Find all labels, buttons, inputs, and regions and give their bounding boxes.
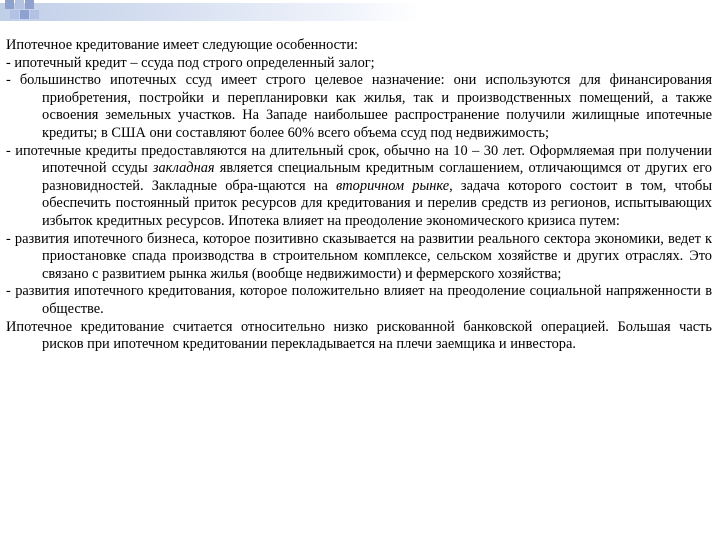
decor-square — [10, 10, 19, 19]
bullet-mortgage-business: - развития ипотечного бизнеса, которое позитивно сказывается на развитии реального сектора экономики, ведет к приостановке спада производства в строительном комплексе, сельском хозяйстве и других отраслях. Это связано с развитием рынка жилья (вообще недвижимости) и фермерского хозяйства; — [6, 230, 712, 282]
bullet-purpose: - большинство ипотечных ссуд имеет строго целевое назначение: они используются для финансирования приобретения, постройки и перепланировки как жилья, так и производственных помещений, а также освоения земельных участков. На Западе наибольшее распространение получили жилищные ипотечные кредиты; в США они составляют более 60% всего объема ссуд под недвижимость; — [6, 72, 712, 141]
decor-square — [30, 10, 39, 19]
long-term-text-end: , задача которого состоит в том, чтобы обеспечить постоянный приток ресурсов для кредитования и перелив средств из регионов, испытывающих избыток кредитных ресурсов. Ипотека влияет на преодоление экономического кризиса путем: — [42, 177, 713, 229]
bullet-long-term — [6, 143, 712, 231]
bullet-mortgage-lending: - развития ипотечного кредитования, которое положительно влияет на преодоление социальной напряженности в обществе. — [6, 283, 712, 317]
decor-square — [5, 0, 14, 9]
slide-body-text — [6, 37, 712, 354]
decorative-header-band — [0, 0, 420, 28]
term-secondary-market: вторичном рынке — [336, 177, 450, 194]
conclusion-paragraph: Ипотечное кредитование считается относительно низко рискованной банковской операцией. Большая часть рисков при ипотечном кредитовании перекладывается на плечи заемщика и инвестора. — [6, 318, 712, 353]
intro-paragraph: Ипотечное кредитование имеет следующие особенности: — [6, 37, 359, 53]
decor-square — [20, 10, 29, 19]
long-term-text-start: - ипотечные кредиты предоставляются на длительный срок, обычно на 10 – 30 лет. Оформляемая при получении ипотечной ссуды — [6, 142, 712, 177]
header-gradient-band — [0, 3, 420, 21]
decor-square — [25, 0, 34, 9]
long-term-text-middle: является специальным кредитным соглашением, отличающимся от других его разновидностей. Закладные обра-щаются на — [42, 160, 712, 194]
bullet-collateral: - ипотечный кредит – ссуда под строго определенный залог; — [6, 54, 375, 71]
decor-square — [15, 0, 24, 9]
term-zakladnaya: закладная — [152, 160, 215, 177]
